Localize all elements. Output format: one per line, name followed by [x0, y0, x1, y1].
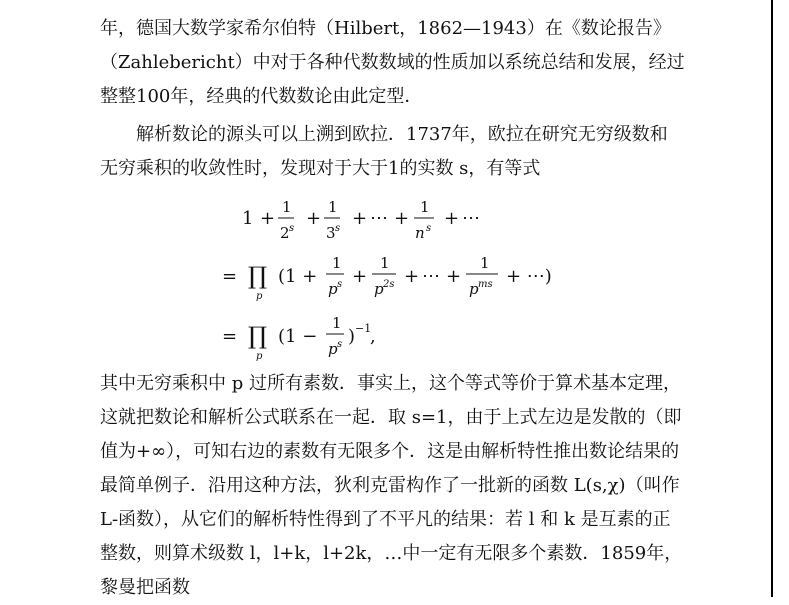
euler-product-equation [222, 196, 642, 366]
ellipsis: ⋯ [422, 266, 440, 287]
close-paren-term: + ⋯) [506, 266, 552, 287]
equals-sign: = [222, 266, 238, 287]
plus-sign: + [394, 208, 410, 229]
fraction-numerator: 1 [380, 254, 390, 272]
fraction-denominator: p [328, 280, 338, 298]
fraction-numerator: 1 [332, 314, 342, 332]
exponent-s: s [337, 339, 343, 350]
fraction-denominator: n [415, 224, 425, 242]
plus-sign: + [352, 266, 368, 287]
paragraph-dirichlet: 其中无穷乘积中 p 过所有素数．事实上，这个等式等价于算术基本定理，这就把数论和解析公式联系在一起．取 s=1，由于上式左边是发散的（即值为+∞），可知右边的素数有无限多个．这是由解析特性推出数论结果的最简单例子．沿用这种方法，狄利克雷构作了一批新的函数 L(s,χ)（叫作 L-函数），从它们的解析特性得到了不平凡的结果：若 l 和 k 是互素的正整数，则算术级数 l，l+k，l+2k，…中一定有无限多个素数．1859年，黎曼把函数 [100, 373, 683, 598]
exponent: ms [478, 279, 493, 290]
fraction-numerator: 1 [282, 198, 292, 216]
plus-sign: + [352, 208, 368, 229]
product-subscript: p [256, 291, 263, 302]
exponent-minus-one: −1 [355, 322, 372, 335]
exponent-s: s [335, 223, 341, 234]
exponent-s: s [426, 223, 432, 234]
equation-line-1 [242, 198, 480, 242]
close-paren: ) [348, 326, 356, 347]
fraction-denominator: 3 [326, 224, 336, 242]
fraction-denominator: p [469, 280, 479, 298]
open-paren-term: (1 + [278, 266, 318, 287]
fraction-numerator: 1 [332, 254, 342, 272]
plus-sign: + [446, 266, 462, 287]
product-symbol: ∏ [248, 262, 268, 290]
equation-svg [222, 196, 642, 366]
open-paren-term: (1 − [278, 326, 318, 347]
ellipsis: ⋯ [462, 208, 480, 229]
equals-sign: = [222, 326, 238, 347]
plus-sign: + [260, 208, 276, 229]
fraction-numerator: 1 [328, 198, 338, 216]
exponent-s: s [289, 223, 295, 234]
plus-sign: + [306, 208, 322, 229]
page-edge-rule [771, 0, 773, 597]
paragraph-hilbert: 年，德国大数学家希尔伯特（Hilbert，1862—1943）在《数论报告》（Zahlebericht）中对于各种代数数域的性质加以系统总结和发展，经过整整100年，经典的代数数论由此定型． [100, 18, 685, 107]
ellipsis: ⋯ [370, 208, 388, 229]
fraction-numerator: 1 [420, 198, 430, 216]
paragraph-euler: 解析数论的源头可以上溯到欧拉．1737年，欧拉在研究无穷级数和无穷乘积的收敛性时，发现对于大于1的实数 s，有等式 [100, 124, 668, 179]
term-one: 1 [242, 208, 254, 229]
equation-line-2 [222, 254, 552, 302]
product-symbol: ∏ [248, 322, 268, 350]
product-subscript: p [256, 351, 263, 362]
comma: , [370, 326, 376, 347]
fraction-denominator: 2 [280, 224, 290, 242]
exponent: 2s [383, 279, 395, 290]
fraction-denominator: p [374, 280, 384, 298]
plus-sign: + [404, 266, 420, 287]
fraction-denominator: p [328, 340, 338, 358]
fraction-numerator: 1 [480, 254, 490, 272]
equation-line-3 [222, 314, 376, 362]
plus-sign: + [444, 208, 460, 229]
exponent: s [337, 279, 343, 290]
